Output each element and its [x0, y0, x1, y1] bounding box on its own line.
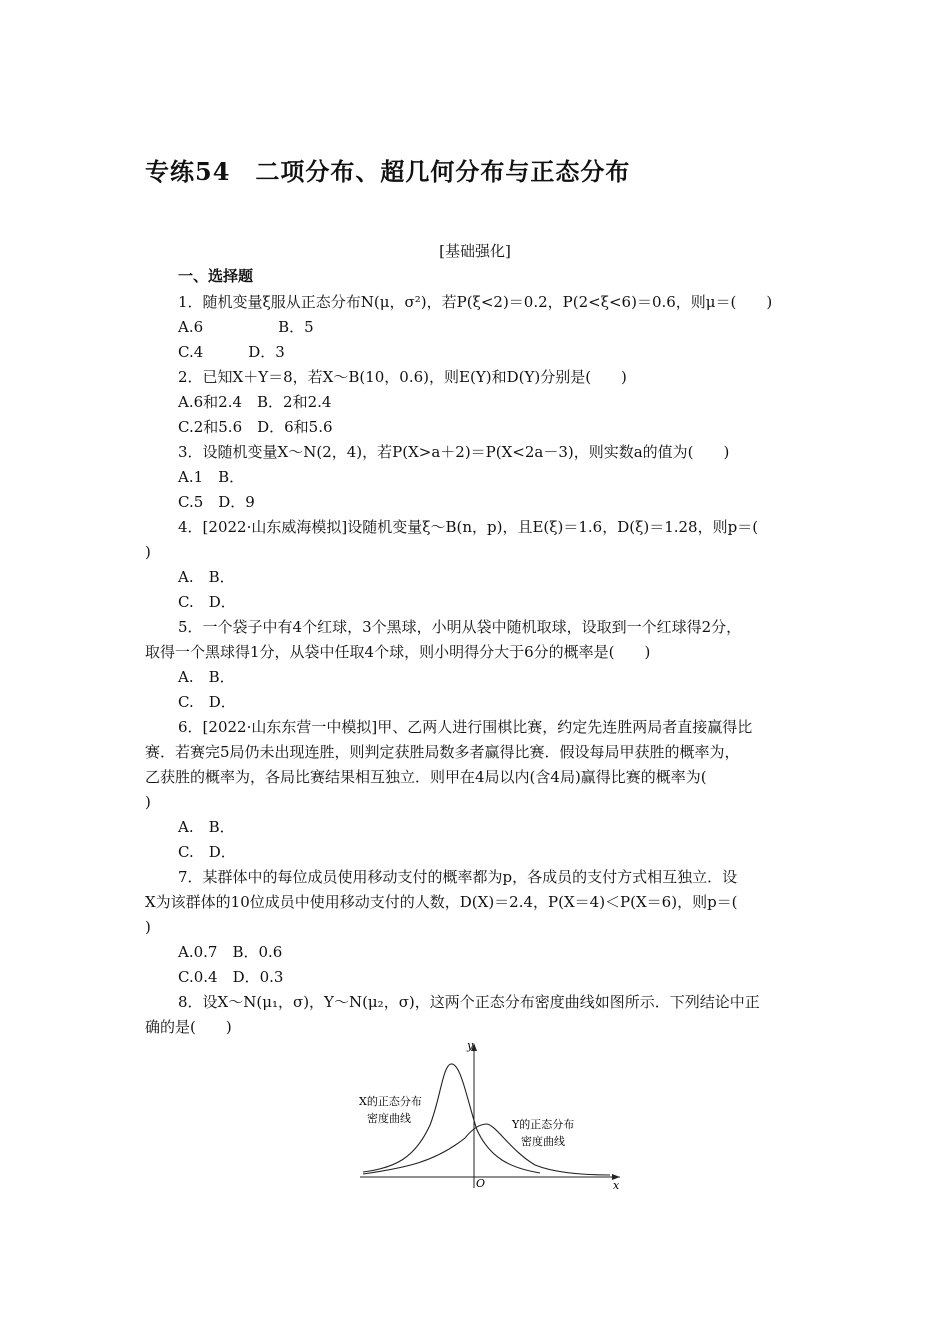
question-4: 4．[2022·山东威海模拟]设随机变量ξ～B(n，p)，且E(ξ)＝1.6，D(ξ)＝1.28，则p＝(: [178, 518, 759, 536]
question-6-cont-1: 赛．若赛完5局仍未出现连胜，则判定获胜局数多者赢得比赛．假设每局甲获胜的概率为，: [145, 743, 740, 761]
q6-options-cd: C. D．: [178, 843, 236, 861]
section-label: [基础强化]: [439, 242, 511, 260]
question-2: 2．已知X＋Y＝8，若X～B(10，0.6)，则E(Y)和D(Y)分别是( ): [178, 368, 627, 386]
question-4-cont: ): [145, 543, 151, 561]
q3-options-ab: A.1 B．: [178, 468, 245, 486]
question-8: 8．设X～N(μ₁，σ)，Y～N(μ₂，σ)，这两个正态分布密度曲线如图所示．下列结论中正: [178, 993, 760, 1011]
question-5-cont: 取得一个黑球得1分，从袋中任取4个球，则小明得分大于6分的概率是( ): [145, 643, 651, 661]
q4-options-ab: A. B．: [178, 568, 235, 586]
question-7: 7．某群体中的每位成员使用移动支付的概率都为p，各成员的支付方式相互独立．设: [178, 868, 738, 886]
x-curve-label-line1: X的正态分布: [359, 1095, 422, 1108]
q5-options-ab: A. B．: [178, 668, 235, 686]
question-6-cont-3: ): [145, 793, 151, 811]
question-8-cont: 确的是( ): [145, 1018, 232, 1036]
q2-options-ab: A.6和2.4 B．2和2.4: [178, 393, 332, 411]
question-1: 1．随机变量ξ服从正态分布N(μ，σ²)，若P(ξ<2)＝0.2，P(2<ξ<6)＝0.6，则μ＝( ): [178, 293, 773, 311]
q4-options-cd: C. D．: [178, 593, 236, 611]
q2-options-cd: C.2和5.6 D．6和5.6: [178, 418, 333, 436]
question-5: 5．一个袋子中有4个红球，3个黑球，小明从袋中随机取球，设取到一个红球得2分，: [178, 618, 742, 636]
question-3: 3．设随机变量X～N(2，4)，若P(X>a＋2)＝P(X<2a－3)，则实数a的值为( ): [178, 443, 730, 461]
normal-curves-figure: [355, 1040, 635, 1190]
question-6: 6．[2022·山东东营一中模拟]甲、乙两人进行围棋比赛，约定先连胜两局者直接赢得比: [178, 718, 753, 736]
y-axis-label: y: [467, 1040, 474, 1052]
y-density-curve: [363, 1124, 610, 1175]
y-curve-label-line2: 密度曲线: [521, 1135, 565, 1148]
question-7-cont-1: X为该群体的10位成员中使用移动支付的人数，D(X)＝2.4，P(X＝4)＜P(X＝6)，则p＝(: [145, 893, 738, 911]
question-6-cont-2: 乙获胜的概率为，各局比赛结果相互独立．则甲在4局以内(含4局)赢得比赛的概率为(: [145, 768, 707, 786]
q7-options-cd: C.0.4 D．0.3: [178, 968, 284, 986]
x-curve-label-line2: 密度曲线: [367, 1112, 411, 1125]
q7-options-ab: A.0.7 B．0.6: [178, 943, 283, 961]
q5-options-cd: C. D．: [178, 693, 236, 711]
question-7-cont-2: ): [145, 918, 151, 936]
origin-label: O: [476, 1177, 486, 1190]
q6-options-ab: A. B．: [178, 818, 235, 836]
q1-options-cd: C.4 D．3: [178, 343, 285, 361]
part-heading: 一、选择题: [178, 267, 254, 285]
x-axis-label: x: [613, 1179, 620, 1190]
q1-options-ab: A.6 B．5: [178, 318, 314, 336]
y-curve-label-line1: Y的正态分布: [512, 1118, 575, 1131]
q3-options-cd: C.5 D．9: [178, 493, 255, 511]
page-title: 专练54 二项分布、超几何分布与正态分布: [145, 157, 631, 186]
